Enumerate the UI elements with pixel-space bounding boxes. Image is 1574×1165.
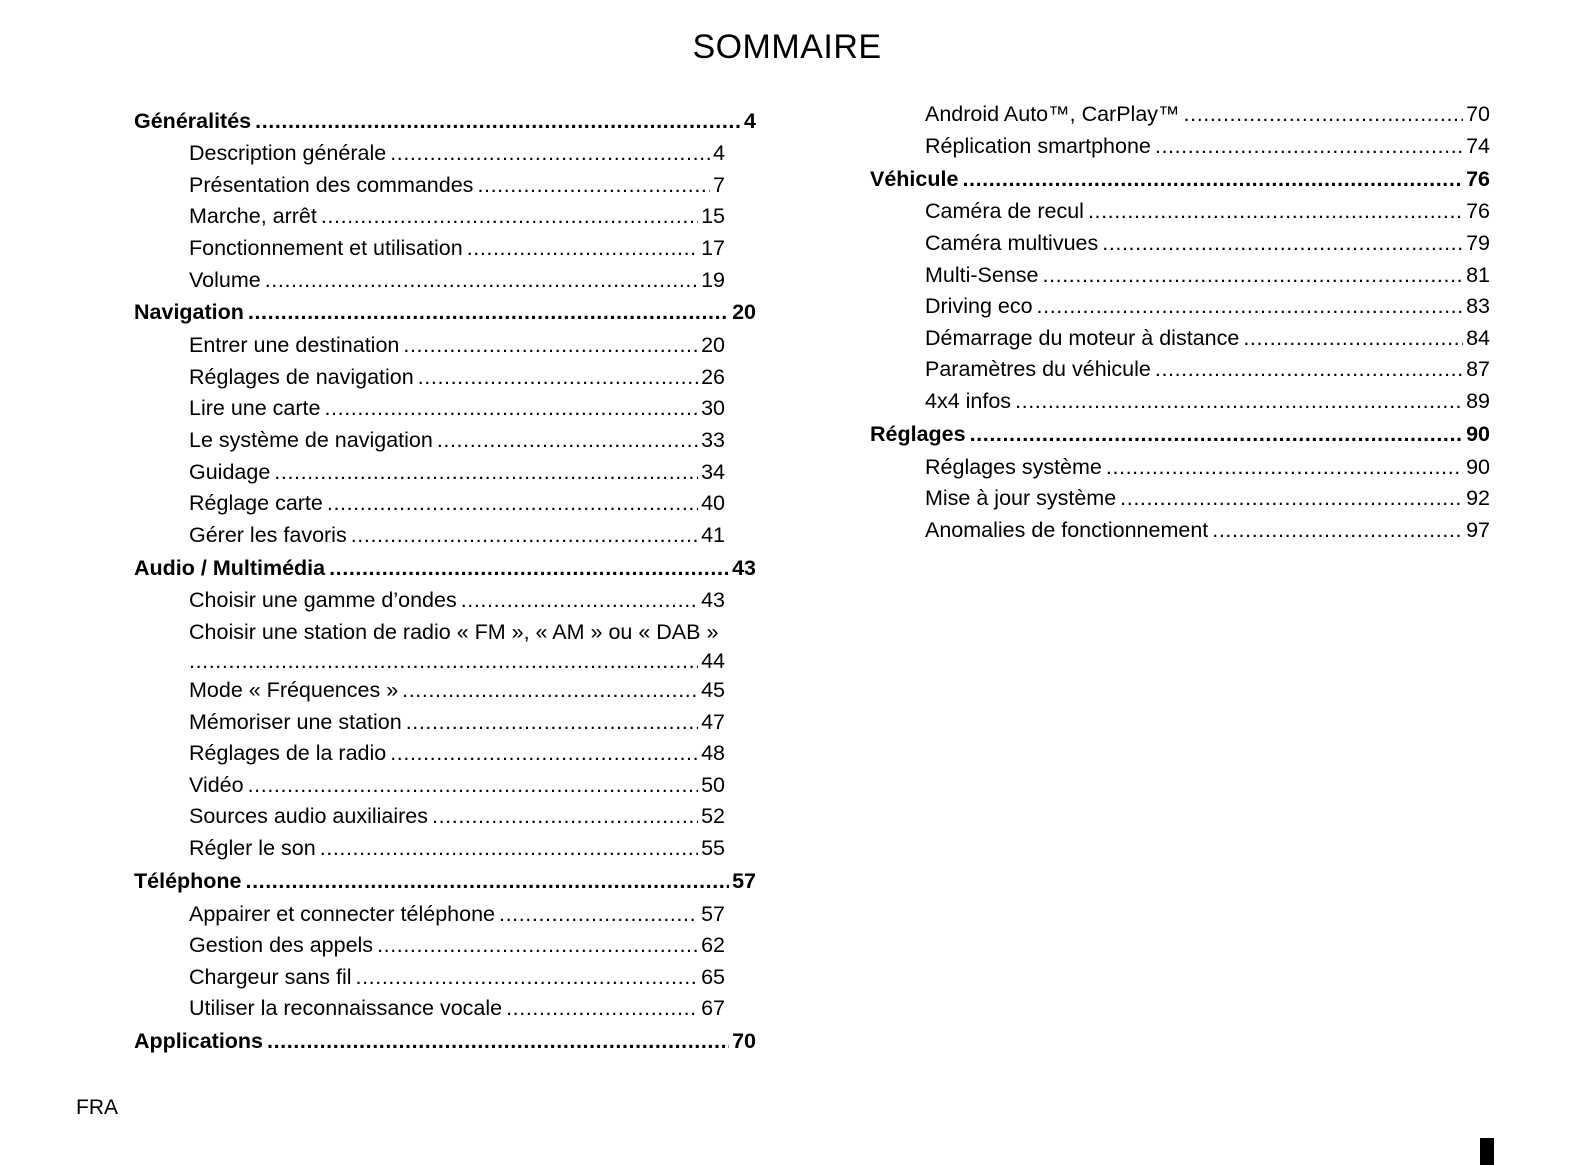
toc-entry-page-number: 70: [732, 1029, 756, 1054]
dot-leader: [189, 648, 698, 675]
toc-entry-page-number: 40: [701, 491, 725, 516]
dot-leader: [1155, 357, 1463, 382]
dot-leader: [432, 804, 698, 829]
toc-subsection-entry[interactable]: [870, 386, 1490, 418]
toc-entry-page-number: 52: [701, 804, 725, 829]
dot-leader: [265, 268, 698, 293]
dot-leader: [477, 173, 710, 198]
dot-leader: [248, 300, 729, 325]
toc-entry-label: Applications: [134, 1029, 264, 1054]
toc-entry-label: Marche, arrêt: [189, 204, 317, 229]
toc-entry-page-number: 76: [1466, 166, 1490, 191]
toc-subsection-entry[interactable]: [134, 675, 725, 707]
toc-subsection-entry[interactable]: [870, 99, 1490, 131]
toc-subsection-entry[interactable]: [870, 515, 1490, 547]
dot-leader: [246, 869, 730, 894]
dot-leader: [962, 167, 1463, 192]
dot-leader: [1212, 518, 1463, 543]
toc-subsection-entry[interactable]: [134, 993, 725, 1025]
toc-section-entry[interactable]: [134, 864, 756, 898]
toc-entry-label: Généralités: [134, 108, 252, 133]
dot-leader: [327, 491, 698, 516]
toc-section-entry[interactable]: [134, 296, 756, 330]
dot-leader: [1243, 326, 1463, 351]
toc-entry-page-number: 17: [701, 236, 725, 261]
toc-entry-label: Réglages: [870, 421, 966, 446]
toc-entry-page-number: 4: [744, 108, 756, 133]
toc-subsection-entry[interactable]: [134, 961, 725, 993]
toc-entry-page-number: 92: [1466, 486, 1490, 511]
toc-subsection-entry[interactable]: [134, 738, 725, 770]
toc-entry-page-number: 89: [1466, 389, 1490, 414]
dot-leader: [406, 710, 698, 735]
toc-entry-page-number: 20: [732, 300, 756, 325]
dot-leader: [1088, 199, 1463, 224]
toc-entry-label: Lire une carte: [189, 396, 321, 421]
toc-entry-page-number: 15: [701, 204, 725, 229]
dot-leader: [403, 333, 698, 358]
toc-subsection-entry[interactable]: [870, 354, 1490, 386]
dot-leader: [506, 996, 698, 1021]
toc-entry-page-number: 81: [1466, 262, 1490, 287]
toc-entry-page-number: 7: [713, 172, 725, 197]
dot-leader: [402, 678, 698, 703]
dot-leader: [461, 588, 698, 613]
toc-subsection-entry[interactable]: [134, 362, 725, 394]
toc-entry-page-number: 50: [701, 772, 725, 797]
toc-subsection-entry[interactable]: [134, 488, 725, 520]
dot-leader: [1120, 486, 1463, 511]
toc-entry-page-number: 90: [1466, 421, 1490, 446]
toc-entry-page-number: 47: [701, 709, 725, 734]
toc-section-entry[interactable]: [134, 551, 756, 585]
toc-subsection-entry[interactable]: [134, 833, 725, 865]
toc-entry-label: Driving eco: [925, 294, 1033, 319]
toc-entry-label: Réplication smartphone: [925, 133, 1151, 158]
toc-subsection-entry[interactable]: [134, 330, 725, 362]
dot-leader: [320, 836, 698, 861]
toc-entry-label: Présentation des commandes: [189, 172, 474, 197]
toc-entry-label: 4x4 infos: [925, 389, 1012, 414]
dot-leader: [356, 965, 699, 990]
toc-subsection-entry[interactable]: [134, 170, 725, 202]
toc-entry-page-number: 43: [701, 588, 725, 613]
toc-subsection-entry[interactable]: [870, 228, 1490, 260]
toc-subsection-entry[interactable]: [134, 456, 725, 488]
toc-entry-label: Réglages système: [925, 454, 1102, 479]
toc-entry-label: Sources audio auxiliaires: [189, 804, 429, 829]
dot-leader: [1043, 263, 1464, 288]
toc-entry-label: Paramètres du véhicule: [925, 357, 1151, 382]
toc-entry-label: Anomalies de fonctionnement: [925, 517, 1209, 542]
toc-entry-label: Démarrage du moteur à distance: [925, 325, 1240, 350]
toc-entry-page-number: 84: [1466, 325, 1490, 350]
dot-leader: [1184, 102, 1464, 127]
toc-subsection-entry[interactable]: [134, 706, 725, 738]
toc-entry-page-number: 76: [1466, 199, 1490, 224]
toc-subsection-entry[interactable]: [134, 770, 725, 802]
toc-entry-label: Volume: [189, 267, 261, 292]
dot-leader: [351, 523, 698, 548]
toc-entry-page-number: 74: [1466, 133, 1490, 158]
toc-entry-page-number: 48: [701, 741, 725, 766]
toc-entry-label: Régler le son: [189, 835, 316, 860]
toc-entry-label: Android Auto™, CarPlay™: [925, 102, 1180, 127]
toc-entry-page-number: 34: [701, 459, 725, 484]
toc-entry-label: Audio / Multimédia: [134, 555, 326, 580]
toc-entry-page-number: 43: [732, 555, 756, 580]
toc-entry-label: Chargeur sans fil: [189, 964, 352, 989]
toc-entry-label: Vidéo: [189, 772, 244, 797]
dot-leader: [1015, 389, 1463, 414]
toc-entry-page-number: 79: [1466, 231, 1490, 256]
toc-right-column: [870, 99, 1490, 546]
dot-leader: [467, 236, 698, 261]
toc-entry-page-number: 45: [701, 678, 725, 703]
toc-entry-label: Utiliser la reconnaissance vocale: [189, 996, 503, 1021]
dot-leader: [1155, 134, 1463, 159]
toc-entry-page-number: 57: [732, 868, 756, 893]
toc-section-entry[interactable]: [870, 162, 1490, 196]
toc-entry-page-number: 90: [1466, 454, 1490, 479]
toc-entry-label: Le système de navigation: [189, 428, 433, 453]
dot-leader: [970, 422, 1463, 447]
toc-subsection-entry[interactable]: [134, 264, 725, 296]
dot-leader: [390, 141, 710, 166]
toc-entry-label: Guidage: [189, 459, 271, 484]
toc-section-entry[interactable]: [134, 104, 756, 138]
toc-entry-label: Téléphone: [134, 868, 242, 893]
toc-entry-label: Gérer les favoris: [189, 522, 347, 547]
toc-entry-page-number: 26: [701, 364, 725, 389]
toc-subsection-entry[interactable]: [134, 801, 725, 833]
toc-subsection-entry[interactable]: [870, 323, 1490, 355]
toc-subsection-entry[interactable]: [134, 233, 725, 265]
toc-entry-page-number: 70: [1466, 102, 1490, 127]
toc-subsection-entry[interactable]: [134, 201, 725, 233]
toc-entry-page-number: 97: [1466, 517, 1490, 542]
toc-entry-page-number: 33: [701, 428, 725, 453]
toc-subsection-entry[interactable]: [134, 425, 725, 457]
toc-entry-page-number: 55: [701, 835, 725, 860]
toc-entry-label: Choisir une station de radio « FM », « AM » ou « DAB »: [189, 619, 719, 644]
toc-subsection-entry[interactable]: [134, 138, 725, 170]
toc-entry-label: Caméra de recul: [925, 199, 1084, 224]
toc-subsection-entry[interactable]: [870, 291, 1490, 323]
toc-entry-label: Gestion des appels: [189, 933, 374, 958]
toc-subsection-entry[interactable]: [134, 393, 725, 425]
toc-entry-label: Appairer et connecter téléphone: [189, 901, 495, 926]
dot-leader: [1102, 231, 1463, 256]
toc-entry-label: Choisir une gamme d’ondes: [189, 588, 457, 613]
dot-leader: [1037, 294, 1464, 319]
toc-entry-label: Réglage carte: [189, 491, 323, 516]
toc-entry-page-number: 19: [701, 267, 725, 292]
toc-entry-label: Mise à jour système: [925, 486, 1117, 511]
dot-leader: [390, 741, 698, 766]
dot-leader: [248, 773, 698, 798]
toc-subsection-entry[interactable]: [870, 451, 1490, 483]
toc-subsection-entry[interactable]: [134, 898, 725, 930]
language-code: FRA: [76, 1096, 118, 1119]
toc-entry-label: Fonctionnement et utilisation: [189, 236, 463, 261]
toc-subsection-entry[interactable]: [134, 520, 725, 552]
toc-entry-page-number: 41: [701, 522, 725, 547]
dot-leader: [255, 109, 741, 134]
page-edge-marker: [1480, 1138, 1494, 1165]
toc-entry-leader-line: [189, 648, 725, 675]
toc-entry-page-number: 4: [713, 141, 725, 166]
toc-entry-page-number: 87: [1466, 357, 1490, 382]
toc-section-entry[interactable]: [134, 1025, 756, 1059]
toc-left-column: [134, 104, 756, 1059]
toc-subsection-entry[interactable]: [134, 585, 725, 617]
toc-subsection-entry[interactable]: [870, 131, 1490, 163]
dot-leader: [329, 556, 729, 581]
toc-subsection-entry[interactable]: [870, 259, 1490, 291]
toc-subsection-entry[interactable]: [134, 930, 725, 962]
toc-subsection-entry[interactable]: [870, 483, 1490, 515]
toc-entry-label: Réglages de la radio: [189, 741, 387, 766]
toc-entry-page-number: 30: [701, 396, 725, 421]
toc-entry-label: Description générale: [189, 141, 387, 166]
page-title: SOMMAIRE: [692, 28, 882, 66]
toc-entry-label: Mémoriser une station: [189, 709, 402, 734]
toc-entry-page-number: 67: [701, 996, 725, 1021]
toc-subsection-entry[interactable]: [870, 196, 1490, 228]
toc-entry-page-number: 65: [701, 964, 725, 989]
dot-leader: [499, 902, 698, 927]
dot-leader: [437, 428, 698, 453]
dot-leader: [418, 365, 698, 390]
dot-leader: [267, 1029, 729, 1054]
dot-leader: [321, 204, 698, 229]
toc-entry-label: Mode « Fréquences »: [189, 678, 399, 703]
toc-entry-label: Multi-Sense: [925, 262, 1039, 287]
toc-entry-label: Navigation: [134, 300, 244, 325]
toc-entry-label: Entrer une destination: [189, 333, 400, 358]
toc-subsection-entry[interactable]: [134, 617, 725, 675]
dot-leader: [274, 460, 698, 485]
toc-entry-page-number: 44: [701, 648, 725, 673]
toc-entry-page-number: 57: [701, 901, 725, 926]
toc-entry-label: Réglages de navigation: [189, 364, 414, 389]
toc-section-entry[interactable]: [870, 417, 1490, 451]
toc-entry-label: Caméra multivues: [925, 231, 1099, 256]
toc-entry-label: Véhicule: [870, 166, 959, 191]
toc-entry-page-number: 20: [701, 333, 725, 358]
dot-leader: [1106, 455, 1463, 480]
dot-leader: [324, 396, 698, 421]
toc-entry-page-number: 62: [701, 933, 725, 958]
toc-entry-page-number: 83: [1466, 294, 1490, 319]
dot-leader: [377, 933, 698, 958]
